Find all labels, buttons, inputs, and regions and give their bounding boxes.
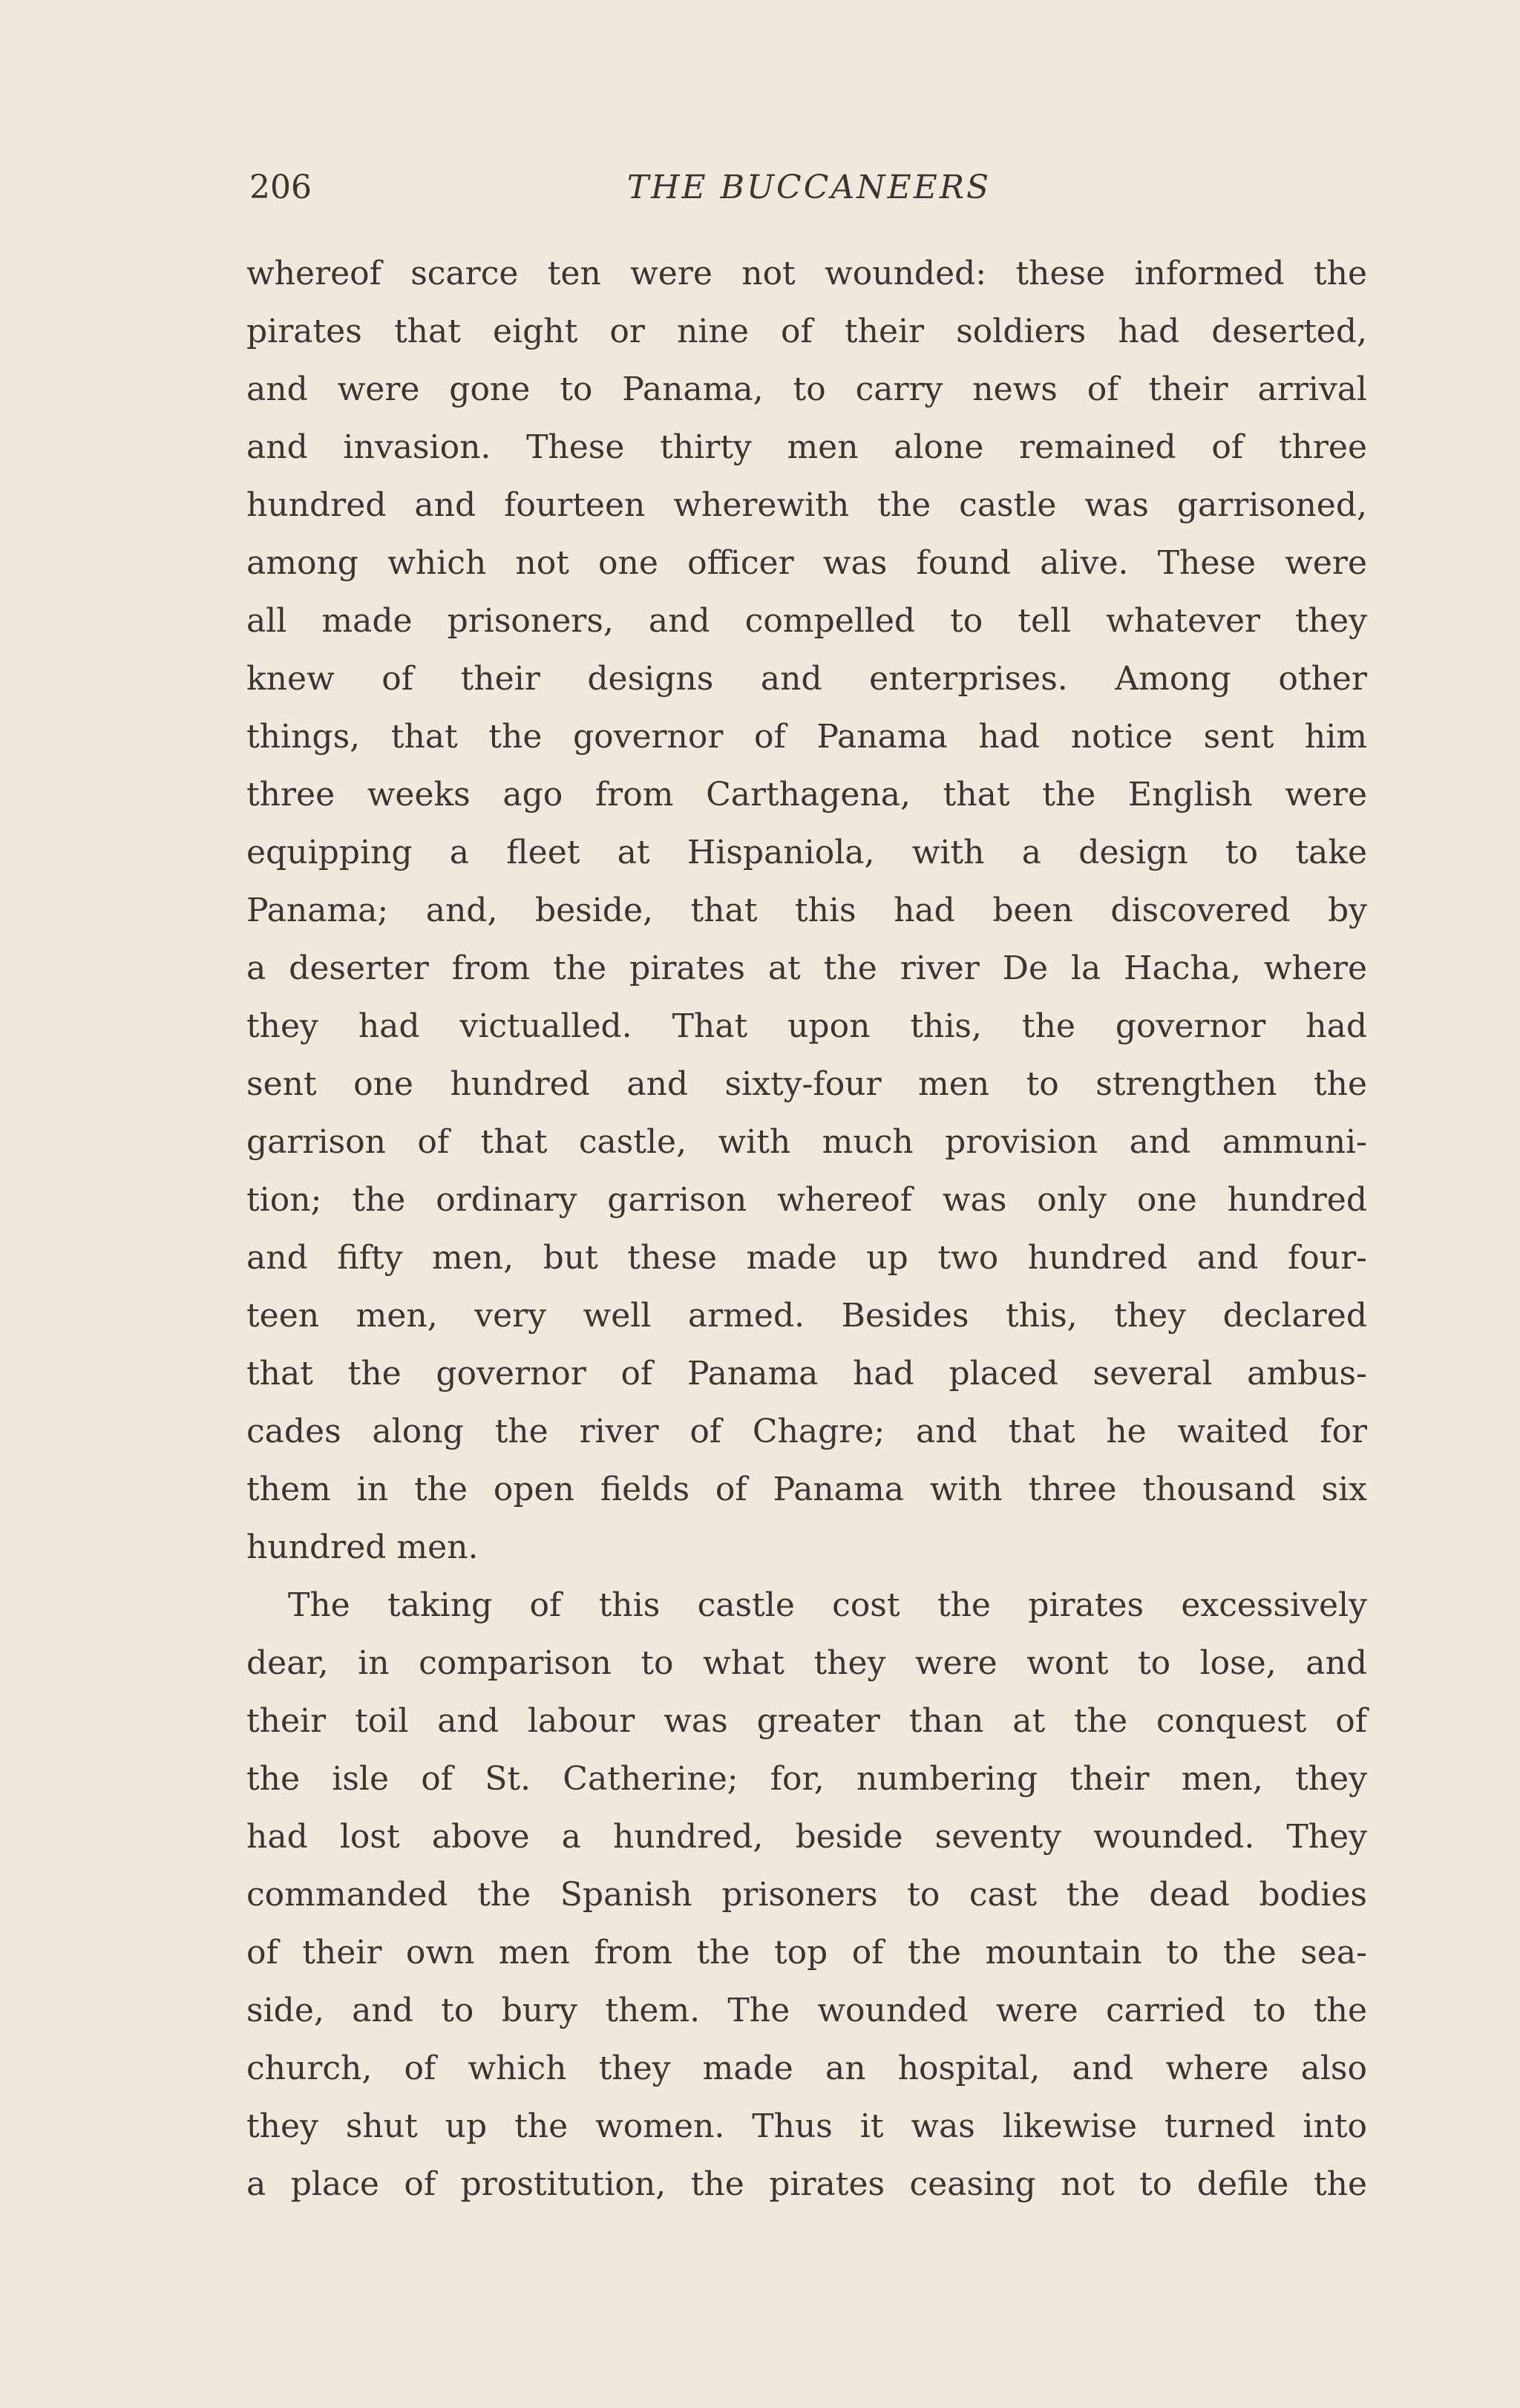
- text-line: tion; the ordinary garrison whereof was only one hundred: [246, 1181, 1367, 1219]
- text-line: and invasion. These thirty men alone remained of three: [246, 428, 1367, 466]
- text-line: their toil and labour was greater than at the conquest of: [246, 1702, 1367, 1740]
- text-line: sent one hundred and sixty-four men to strengthen the: [246, 1065, 1367, 1103]
- text-line: side, and to bury them. The wounded were carried to the: [246, 1992, 1367, 2029]
- text-line: of their own men from the top of the mountain to the sea-: [246, 1934, 1367, 1972]
- text-line: and fifty men, but these made up two hundred and four-: [246, 1239, 1367, 1277]
- paragraph-1: [246, 245, 1367, 1577]
- text-line: they had victualled. That upon this, the governor had: [246, 1007, 1367, 1045]
- text-line: knew of their designs and enterprises. Among other: [246, 660, 1367, 698]
- paragraph-2: [246, 1577, 1367, 2214]
- text-line: and were gone to Panama, to carry news of their arrival: [246, 370, 1367, 408]
- text-line: a deserter from the pirates at the river De la Hacha, where: [246, 949, 1367, 987]
- text-line: hundred men.: [246, 1528, 479, 1566]
- text-line: The taking of this castle cost the pirates excessively: [288, 1586, 1367, 1624]
- page-header: [249, 162, 1369, 214]
- text-line: that the governor of Panama had placed several ambus-: [246, 1355, 1367, 1393]
- text-line: a place of prostitution, the pirates ceasing not to defile the: [246, 2165, 1367, 2203]
- text-line: them in the open fields of Panama with three thousand six: [246, 1470, 1367, 1508]
- text-line: garrison of that castle, with much provision and ammuni-: [246, 1123, 1367, 1161]
- text-line: dear, in comparison to what they were wont to lose, and: [246, 1644, 1367, 1682]
- text-line: cades along the river of Chagre; and that he waited for: [246, 1413, 1367, 1450]
- text-line: Panama; and, beside, that this had been discovered by: [246, 891, 1367, 929]
- page-number: 206: [249, 169, 312, 206]
- text-line: whereof scarce ten were not wounded: these informed the: [246, 255, 1367, 292]
- text-line: equipping a fleet at Hispaniola, with a design to take: [246, 834, 1367, 871]
- text-line: teen men, very well armed. Besides this, they declared: [246, 1297, 1367, 1335]
- text-line: among which not one officer was found alive. These were: [246, 544, 1367, 582]
- text-line: all made prisoners, and compelled to tell whatever they: [246, 602, 1367, 640]
- text-line: three weeks ago from Carthagena, that the English were: [246, 776, 1367, 814]
- text-line: commanded the Spanish prisoners to cast the dead bodies: [246, 1876, 1367, 1914]
- running-title: THE BUCCANEERS: [626, 169, 992, 206]
- text-line: things, that the governor of Panama had notice sent him: [246, 718, 1367, 756]
- text-line: hundred and fourteen wherewith the castle was garrisoned,: [246, 486, 1367, 524]
- text-line: they shut up the women. Thus it was likewise turned into: [246, 2107, 1367, 2145]
- body-text: [246, 245, 1367, 2214]
- text-line: church, of which they made an hospital, and where also: [246, 2049, 1367, 2087]
- text-line: pirates that eight or nine of their soldiers had deserted,: [246, 313, 1367, 350]
- text-line: the isle of St. Catherine; for, numbering their men, they: [246, 1760, 1367, 1798]
- text-line: had lost above a hundred, beside seventy wounded. They: [246, 1818, 1367, 1856]
